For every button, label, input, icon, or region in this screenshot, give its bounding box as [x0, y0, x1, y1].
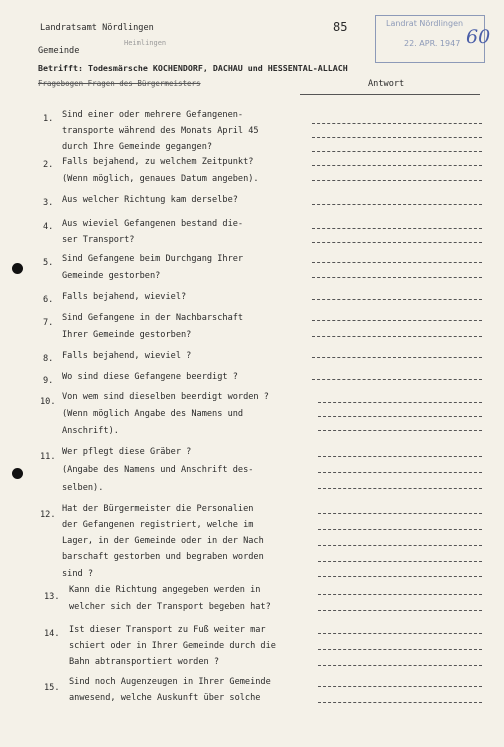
answer-line: [312, 357, 482, 358]
question-text: Ist dieser Transport zu Fuß weiter mar: [69, 625, 266, 635]
answer-line: [318, 513, 482, 514]
answer-line: [318, 576, 482, 577]
answer-line: [318, 488, 482, 489]
answer-line: [318, 594, 482, 595]
answer-line: [312, 262, 482, 263]
question-text: Aus wieviel Gefangenen bestand die-: [62, 219, 244, 229]
question-text: (Wenn möglich Angabe des Namens und: [62, 409, 244, 419]
answer-line: [318, 402, 482, 403]
answer-line: [318, 430, 482, 431]
answer-line: [318, 416, 482, 417]
answer-line: [312, 336, 482, 337]
question-text: Falls bejahend, zu welchem Zeitpunkt?: [62, 157, 254, 167]
answer-line: [318, 456, 482, 457]
answer-line: [318, 472, 482, 473]
answer-line: [312, 379, 482, 380]
question-text: (Angabe des Namens und Anschrift des-: [62, 465, 254, 475]
answer-underline: [300, 94, 480, 95]
answer-line: [318, 561, 482, 562]
question-number: 15.: [44, 683, 60, 693]
question-number: 3.: [43, 198, 54, 208]
question-text: Anschrift).: [62, 426, 119, 436]
answer-line: [312, 123, 482, 124]
question-text: transporte während des Monats April 45: [62, 126, 259, 136]
question-text: schiert oder in Ihrer Gemeinde durch die: [69, 641, 276, 651]
answer-line: [312, 151, 482, 152]
stamp-office: Landrat Nördlingen: [386, 19, 464, 28]
question-text: Sind Gefangene in der Nachbarschaft: [62, 313, 244, 323]
question-text: Sind einer oder mehrere Gefangenen-: [62, 110, 244, 120]
answer-line: [312, 320, 482, 321]
question-text: barschaft gestorben und begraben worden: [62, 552, 264, 562]
question-text: ser Transport?: [62, 235, 135, 245]
question-text: Kann die Richtung angegeben werden in: [69, 585, 261, 595]
question-number: 12.: [40, 510, 56, 520]
question-number: 1.: [43, 114, 54, 124]
question-text: (Wenn möglich, genaues Datum angeben).: [62, 174, 259, 184]
question-text: Sind noch Augenzeugen in Ihrer Gemeinde: [69, 677, 271, 687]
question-text: Sind Gefangene beim Durchgang Ihrer: [62, 254, 244, 264]
question-number: 14.: [44, 629, 60, 639]
question-text: Hat der Bürgermeister die Personalien: [62, 504, 254, 514]
question-text: Lager, in der Gemeinde oder in der Nach: [62, 536, 264, 546]
question-text: Bahn abtransportiert worden ?: [69, 657, 220, 667]
answer-line: [318, 633, 482, 634]
stamp-date: 22. APR. 1947: [404, 39, 461, 48]
question-text: anwesend, welche Auskunft über solche: [69, 693, 261, 703]
answer-line: [312, 277, 482, 278]
question-text: Falls bejahend, wieviel?: [62, 292, 187, 302]
answer-line: [318, 610, 482, 611]
question-number: 6.: [43, 295, 54, 305]
question-number: 4.: [43, 222, 54, 232]
punch-hole: [12, 263, 23, 274]
stamp-number: 60: [466, 26, 491, 48]
question-text: sind ?: [62, 569, 94, 579]
question-text: Von wem sind dieselben beerdigt worden ?: [62, 392, 269, 402]
subject-line: Betrifft: Todesmärsche KOCHENDORF, DACHAU und HESSENTAL-ALLACH: [38, 63, 348, 73]
question-number: 2.: [43, 160, 54, 170]
answer-line: [312, 242, 482, 243]
answer-line: [312, 165, 482, 166]
office-name: Landratsamt Nördlingen: [40, 23, 154, 33]
question-number: 10.: [40, 397, 56, 407]
answer-line: [318, 649, 482, 650]
gemeinde-label: Gemeinde: [38, 46, 80, 56]
answer-line: [318, 545, 482, 546]
question-text: welcher sich der Transport begeben hat?: [69, 602, 271, 612]
answer-column-label: Antwort: [368, 79, 405, 89]
answer-line: [312, 299, 482, 300]
answer-line: [312, 204, 482, 205]
question-number: 11.: [40, 452, 56, 462]
question-text: selben).: [62, 483, 104, 493]
page-number: 85: [333, 20, 348, 34]
question-number: 8.: [43, 354, 54, 364]
answer-line: [318, 665, 482, 666]
question-text: durch Ihre Gemeinde gegangen?: [62, 142, 213, 152]
answer-line: [312, 137, 482, 138]
answer-line: [318, 702, 482, 703]
question-number: 7.: [43, 318, 54, 328]
question-number: 13.: [44, 592, 60, 602]
question-text: Wo sind diese Gefangene beerdigt ?: [62, 372, 238, 382]
answer-line: [318, 686, 482, 687]
answer-line: [318, 529, 482, 530]
question-text: Gemeinde gestorben?: [62, 271, 161, 281]
answer-line: [312, 228, 482, 229]
subject-line-crossed: Fragebogen Fragen des Bürgermeisters: [38, 79, 201, 88]
question-number: 9.: [43, 376, 54, 386]
question-text: Aus welcher Richtung kam derselbe?: [62, 195, 238, 205]
question-number: 5.: [43, 258, 54, 268]
question-text: der Gefangenen registriert, welche im: [62, 520, 254, 530]
question-text: Ihrer Gemeinde gestorben?: [62, 330, 192, 340]
punch-hole: [12, 468, 23, 479]
question-text: Falls bejahend, wieviel ?: [62, 351, 192, 361]
question-text: Wer pflegt diese Gräber ?: [62, 447, 192, 457]
gemeinde-value: Heimlingen: [124, 39, 167, 47]
answer-line: [312, 180, 482, 181]
